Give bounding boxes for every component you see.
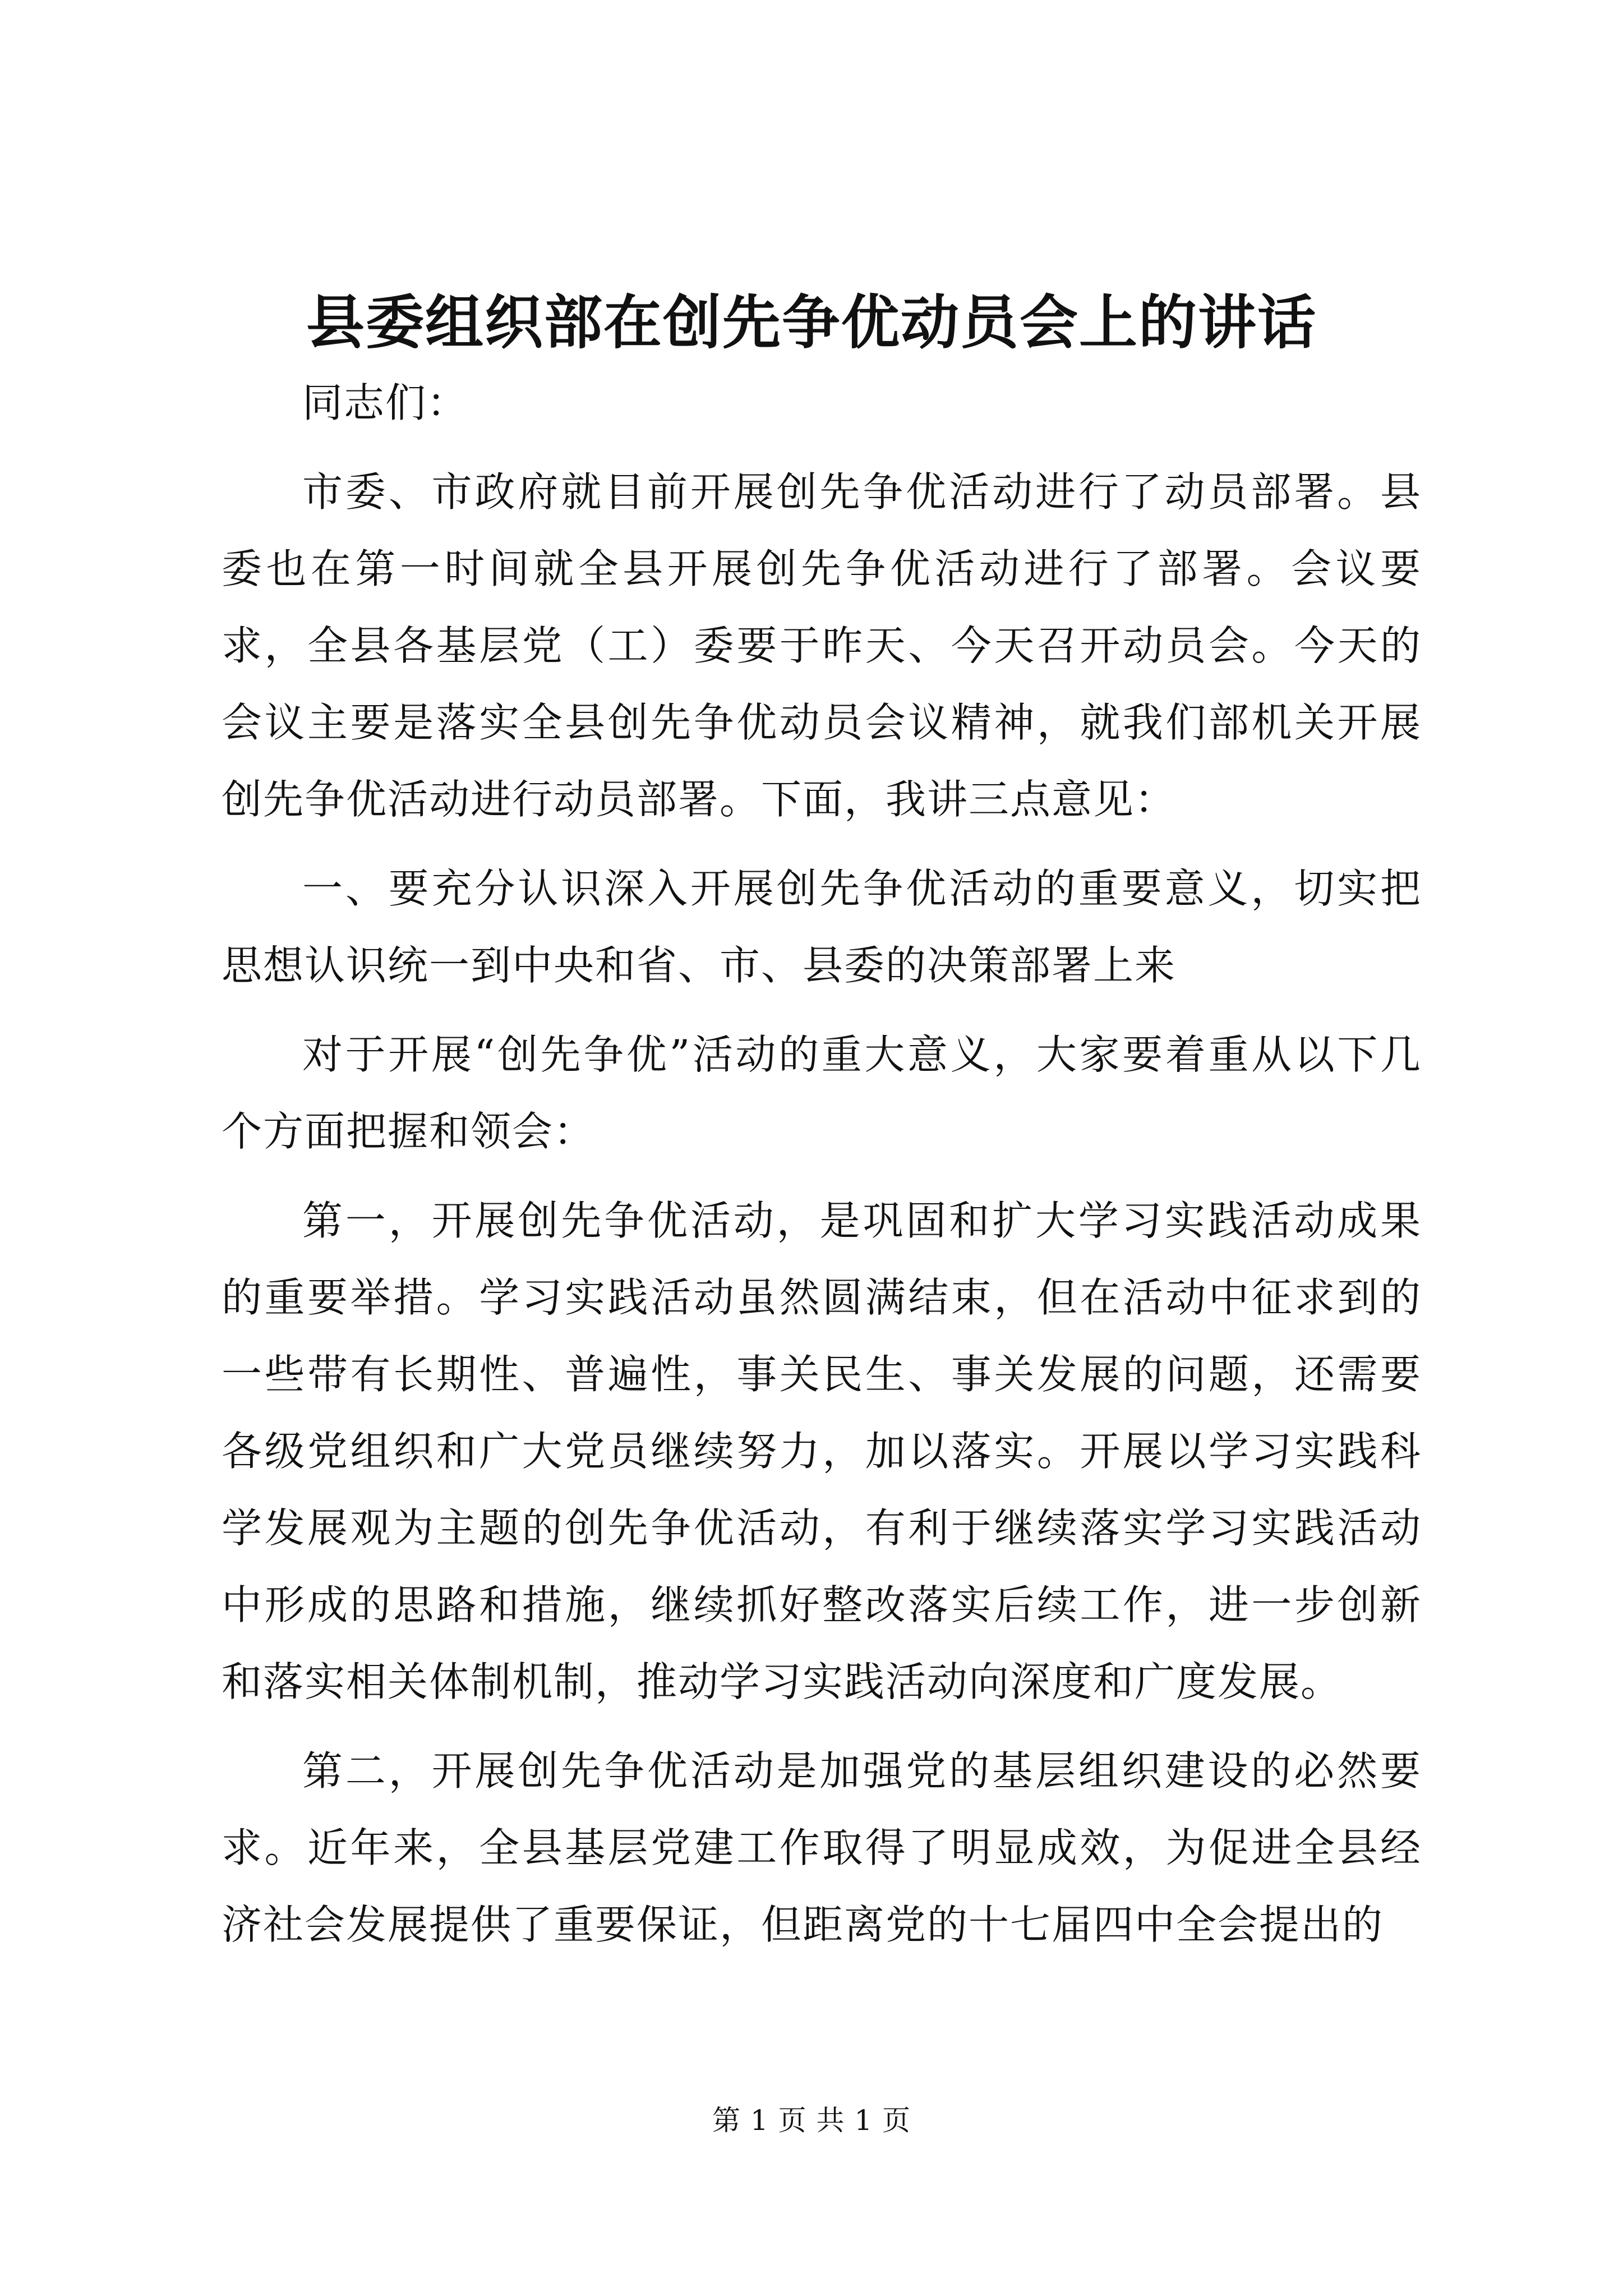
page-footer: 第 1 页 共 1 页 (712, 2104, 911, 2137)
point-two-paragraph: 第二，开展创先争优活动是加强党的基层组织建设的必然要求。近年来，全县基层党建工作取得了明显成效，为促进全县经济社会发展提供了重要保证，但距离党的十七届四中全会提出的 (222, 1747, 1422, 1948)
intro-paragraph: 市委、市政府就目前开展创先争优活动进行了动员部署。县委也在第一时间就全县开展创先争优活动进行了部署。会议要求，全县各基层党（工）委要于昨天、今天召开动员会。今天的会议主要是落实全县创先争优动员会议精神，就我们部机关开展创先争优活动进行动员部署。下面，我讲三点意见： (222, 468, 1422, 823)
salutation-paragraph: 同志们： (302, 379, 469, 426)
significance-paragraph: 对于开展“创先争优”活动的重大意义，大家要着重从以下几个方面把握和领会： (222, 1031, 1422, 1155)
section-one-heading: 一、要充分认识深入开展创先争优活动的重要意义，切实把思想认识统一到中央和省、市、县委的决策部署上来 (222, 865, 1422, 989)
point-one-paragraph: 第一，开展创先争优活动，是巩固和扩大学习实践活动成果的重要举措。学习实践活动虽然圆满结束，但在活动中征求到的一些带有长期性、普遍性，事关民生、事关发展的问题，还需要各级党组织和广大党员继续努力，加以落实。开展以学习实践科学发展观为主题的创先争优活动，有利于继续落实学习实践活动中形成的思路和措施，继续抓好整改落实后续工作，进一步创新和落实相关体制机制，推动学习实践活动向深度和广度发展。 (222, 1197, 1422, 1705)
document-title: 县委组织部在创先争优动员会上的讲话 (306, 288, 1317, 357)
document-body (222, 365, 1422, 1963)
